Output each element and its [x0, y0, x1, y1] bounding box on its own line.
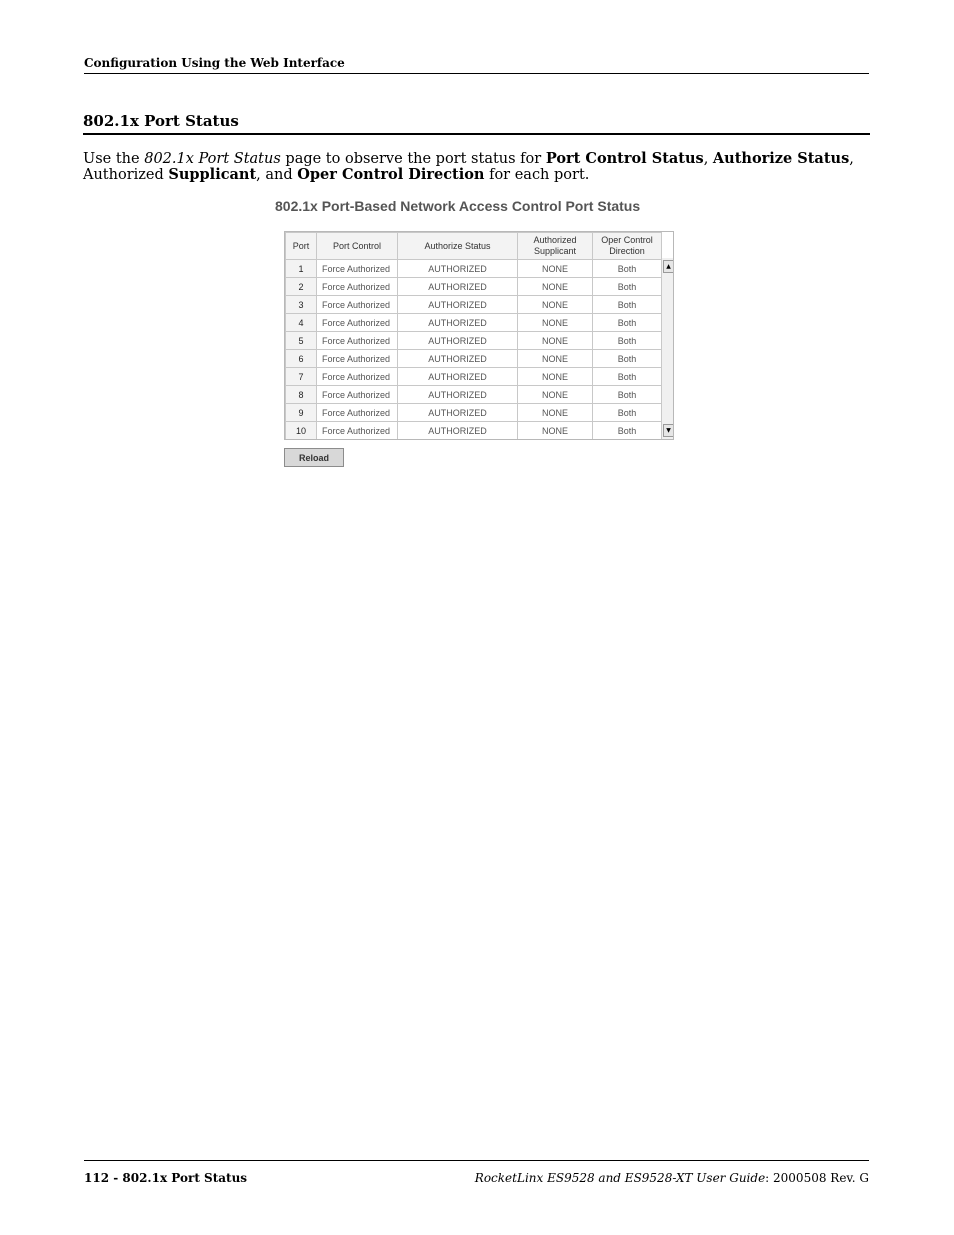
running-footer: [84, 1160, 869, 1185]
cell-supplicant: NONE: [518, 260, 593, 278]
cell-port: 8: [286, 386, 317, 404]
intro-term-authorize-status: Authorize Status: [712, 150, 850, 167]
cell-port: 1: [286, 260, 317, 278]
cell-supplicant: NONE: [518, 296, 593, 314]
cell-port: 9: [286, 404, 317, 422]
column-header-port-control: Port Control: [317, 233, 398, 260]
intro-text: Use the: [83, 151, 145, 167]
header-line: Direction: [609, 246, 645, 256]
intro-paragraph: [83, 151, 873, 183]
cell-supplicant: NONE: [518, 278, 593, 296]
cell-direction: Both: [593, 422, 662, 440]
cell-authorize-status: AUTHORIZED: [398, 368, 518, 386]
intro-text: , and: [256, 167, 298, 183]
scroll-down-arrow-icon[interactable]: ▼: [663, 424, 674, 437]
cell-direction: Both: [593, 278, 662, 296]
cell-authorize-status: AUTHORIZED: [398, 314, 518, 332]
cell-authorize-status: AUTHORIZED: [398, 260, 518, 278]
header-line: Supplicant: [533, 246, 577, 256]
cell-port: 10: [286, 422, 317, 440]
cell-port-control: Force Authorized: [317, 404, 398, 422]
intro-term-port-control: Port Control Status: [545, 150, 704, 167]
table-row: [286, 296, 662, 314]
footer-page-label: 112 - 802.1x Port Status: [84, 1171, 248, 1185]
table-row: [286, 350, 662, 368]
table-row: [286, 422, 662, 440]
column-header-direction: [593, 233, 662, 260]
cell-port: 6: [286, 350, 317, 368]
screenshot-title: 802.1x Port-Based Network Access Control Port Status: [275, 198, 641, 214]
header-line: Authorized: [533, 235, 577, 245]
intro-term-direction: Oper Control Direction: [297, 166, 485, 183]
table-row: [286, 386, 662, 404]
cell-authorize-status: AUTHORIZED: [398, 422, 518, 440]
cell-port: 7: [286, 368, 317, 386]
cell-port-control: Force Authorized: [317, 314, 398, 332]
port-status-table: [285, 232, 662, 440]
cell-port-control: Force Authorized: [317, 386, 398, 404]
cell-direction: Both: [593, 296, 662, 314]
table-body: [286, 260, 662, 440]
cell-direction: Both: [593, 314, 662, 332]
cell-authorize-status: AUTHORIZED: [398, 386, 518, 404]
table-row: [286, 260, 662, 278]
cell-port-control: Force Authorized: [317, 260, 398, 278]
cell-port-control: Force Authorized: [317, 278, 398, 296]
intro-text: page to observe the port status for: [280, 151, 546, 167]
footer-guide-title: RocketLinx ES9528 and ES9528-XT User Guide: [474, 1171, 766, 1185]
cell-direction: Both: [593, 386, 662, 404]
cell-direction: Both: [593, 368, 662, 386]
reload-button[interactable]: Reload: [284, 448, 344, 467]
table-row: [286, 368, 662, 386]
cell-port: 2: [286, 278, 317, 296]
cell-port-control: Force Authorized: [317, 332, 398, 350]
cell-authorize-status: AUTHORIZED: [398, 404, 518, 422]
table-row: [286, 314, 662, 332]
cell-port-control: Force Authorized: [317, 422, 398, 440]
cell-authorize-status: AUTHORIZED: [398, 350, 518, 368]
cell-port: 3: [286, 296, 317, 314]
cell-direction: Both: [593, 332, 662, 350]
intro-page-name: 802.1x Port Status: [144, 151, 281, 167]
cell-authorize-status: AUTHORIZED: [398, 332, 518, 350]
cell-direction: Both: [593, 350, 662, 368]
cell-supplicant: NONE: [518, 404, 593, 422]
table-row: [286, 278, 662, 296]
header-line: Oper Control: [601, 235, 653, 245]
cell-supplicant: NONE: [518, 386, 593, 404]
cell-port-control: Force Authorized: [317, 296, 398, 314]
cell-direction: Both: [593, 260, 662, 278]
cell-port: 4: [286, 314, 317, 332]
table-row: [286, 332, 662, 350]
intro-text: for each port.: [484, 167, 590, 183]
cell-authorize-status: AUTHORIZED: [398, 296, 518, 314]
intro-term-supplicant: Supplicant: [168, 166, 257, 183]
port-status-grid: [284, 231, 674, 440]
column-header-authorize-status: Authorize Status: [398, 233, 518, 260]
table-scrollbar[interactable]: [661, 258, 674, 439]
intro-text: , Authorized: [83, 151, 854, 183]
intro-text: ,: [703, 151, 713, 167]
column-header-supplicant: [518, 233, 593, 260]
cell-supplicant: NONE: [518, 368, 593, 386]
cell-port-control: Force Authorized: [317, 350, 398, 368]
cell-supplicant: NONE: [518, 314, 593, 332]
footer-doc-label: [475, 1171, 869, 1185]
running-header: Configuration Using the Web Interface: [84, 56, 869, 74]
cell-port: 5: [286, 332, 317, 350]
column-header-port: Port: [286, 233, 317, 260]
section-title: 802.1x Port Status: [83, 112, 870, 135]
table-row: [286, 404, 662, 422]
footer-revision: : 2000508 Rev. G: [765, 1171, 869, 1185]
cell-supplicant: NONE: [518, 422, 593, 440]
cell-direction: Both: [593, 404, 662, 422]
scroll-up-arrow-icon[interactable]: ▲: [663, 260, 674, 273]
table-header-row: [286, 233, 662, 260]
cell-port-control: Force Authorized: [317, 368, 398, 386]
cell-supplicant: NONE: [518, 350, 593, 368]
cell-authorize-status: AUTHORIZED: [398, 278, 518, 296]
cell-supplicant: NONE: [518, 332, 593, 350]
